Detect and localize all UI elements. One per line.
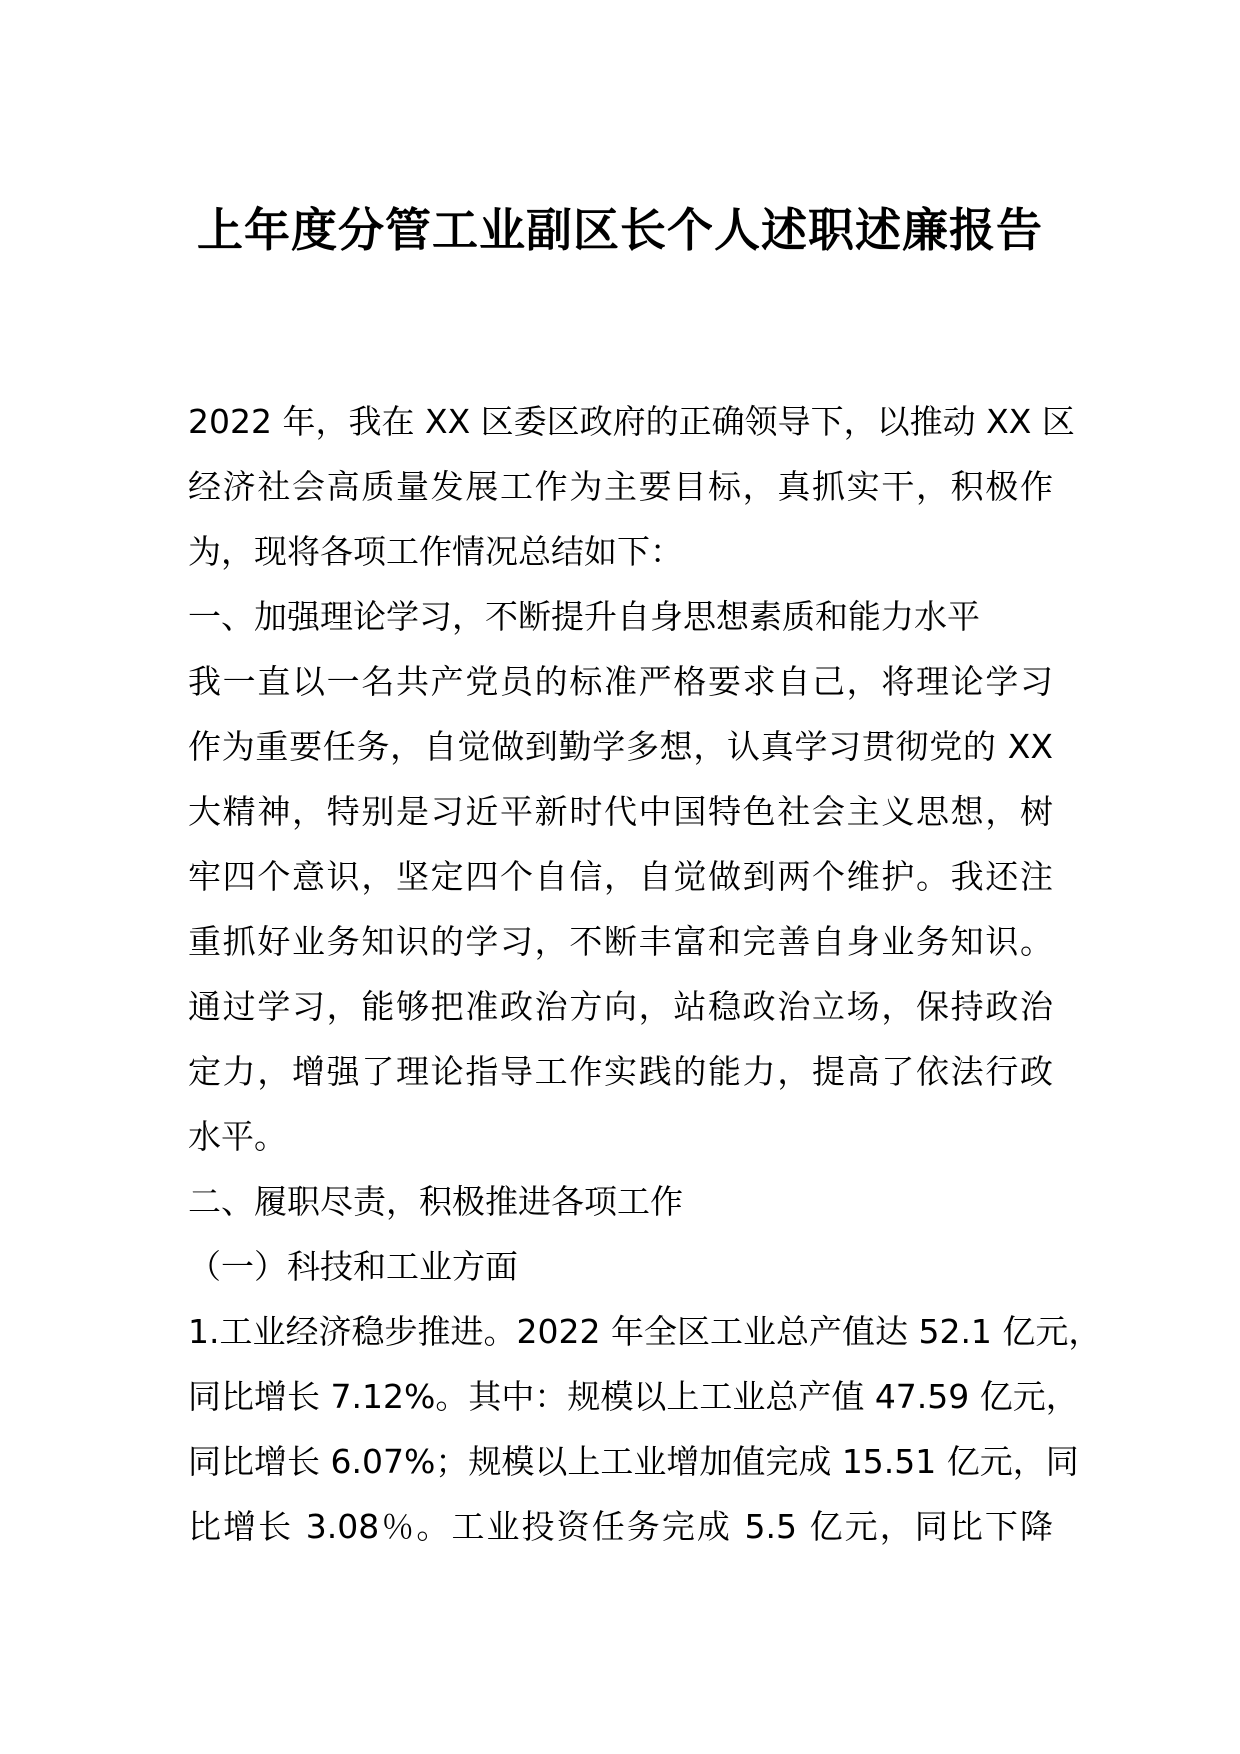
paragraph-line: 比增长 3.08％。工业投资任务完成 5.5 亿元，同比下降 bbox=[188, 1507, 1053, 1546]
section-heading-1: 一、加强理论学习，不断提升自身思想素质和能力水平 bbox=[188, 597, 980, 636]
paragraph-line: 2022 年，我在 XX 区委区政府的正确领导下，以推动 XX 区 bbox=[188, 402, 1075, 441]
paragraph-line: 通过学习，能够把准政治方向，站稳政治立场，保持政治 bbox=[188, 987, 1053, 1026]
paragraph-line: 经济社会高质量发展工作为主要目标，真抓实干，积极作 bbox=[188, 467, 1053, 506]
paragraph-line: 为，现将各项工作情况总结如下： bbox=[188, 532, 683, 571]
paragraph-line: 大精神，特别是习近平新时代中国特色社会主义思想，树 bbox=[188, 792, 1053, 831]
subsection-heading: （一）科技和工业方面 bbox=[188, 1247, 518, 1286]
paragraph-line: 1.工业经济稳步推进。2022 年全区工业总产值达 52.1 亿元， bbox=[188, 1312, 1102, 1351]
paragraph-line: 牢四个意识，坚定四个自信，自觉做到两个维护。我还注 bbox=[188, 857, 1053, 896]
paragraph-line: 作为重要任务，自觉做到勤学多想，认真学习贯彻党的 XX bbox=[188, 727, 1053, 766]
document-body bbox=[188, 389, 1102, 1559]
document-title: 上年度分管工业副区长个人述职述廉报告 bbox=[197, 203, 1043, 257]
paragraph-line: 同比增长 6.07%；规模以上工业增加值完成 15.51 亿元，同 bbox=[188, 1442, 1079, 1481]
paragraph-line: 定力，增强了理论指导工作实践的能力，提高了依法行政 bbox=[188, 1052, 1053, 1091]
section-heading-2: 二、履职尽责，积极推进各项工作 bbox=[188, 1182, 683, 1221]
paragraph-line: 我一直以一名共产党员的标准严格要求自己，将理论学习 bbox=[188, 662, 1053, 701]
paragraph-line: 同比增长 7.12%。其中：规模以上工业总产值 47.59 亿元， bbox=[188, 1377, 1079, 1416]
paragraph-line: 重抓好业务知识的学习，不断丰富和完善自身业务知识。 bbox=[188, 922, 1053, 961]
paragraph-line: 水平。 bbox=[188, 1117, 287, 1156]
